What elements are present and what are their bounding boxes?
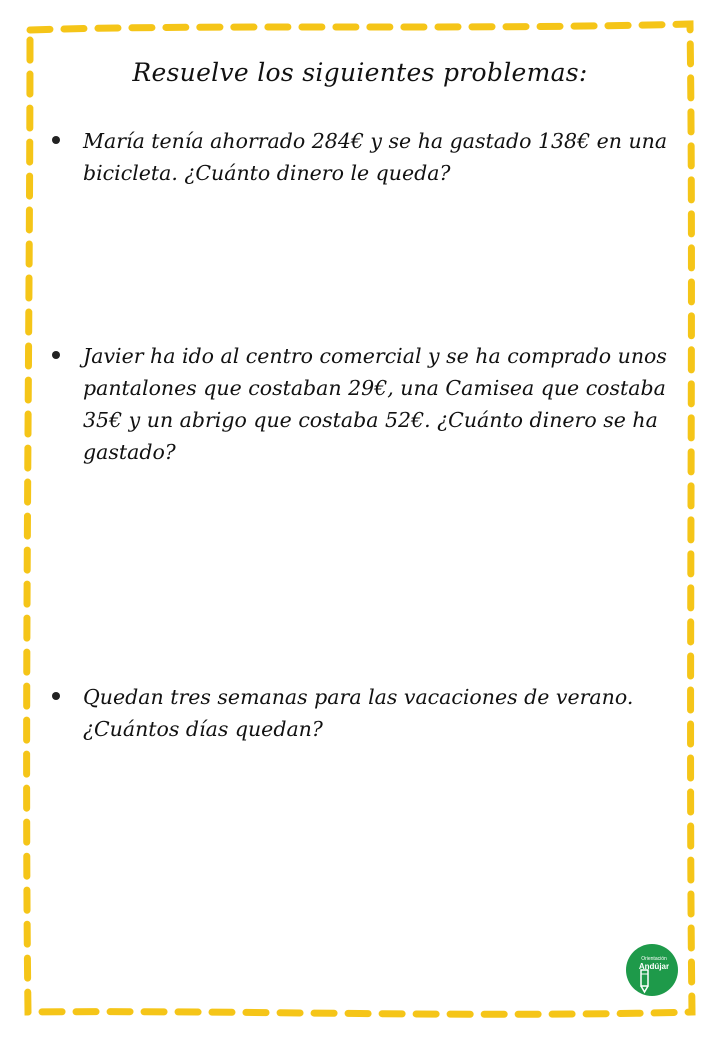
logo-text-line2: Andújar	[638, 962, 670, 971]
orientacion-andujar-logo	[626, 944, 678, 996]
bullet-dot-icon	[52, 351, 60, 359]
problem-item-3	[52, 681, 672, 745]
problem-item-2	[52, 340, 672, 468]
logo-text-line1: Orientación	[641, 956, 667, 962]
bullet-dot-icon	[52, 136, 60, 144]
problem-text-1: María tenía ahorrado 284€ y se ha gastado 138€ en una bicicleta. ¿Cuánto dinero le queda?	[83, 129, 668, 185]
bullet-dot-icon	[52, 692, 60, 700]
worksheet-title: Resuelve los siguientes problemas:	[132, 58, 588, 87]
problem-item-1	[52, 125, 672, 189]
problem-text-3: Quedan tres semanas para las vacaciones de verano. ¿Cuántos días quedan?	[83, 685, 634, 741]
problem-text-2: Javier ha ido al centro comercial y se ha comprado unos pantalones que costaban 29€, una Camisea que costaba 35€ y un abrigo que costaba 52€. ¿Cuánto dinero se ha gastado?	[83, 344, 667, 464]
